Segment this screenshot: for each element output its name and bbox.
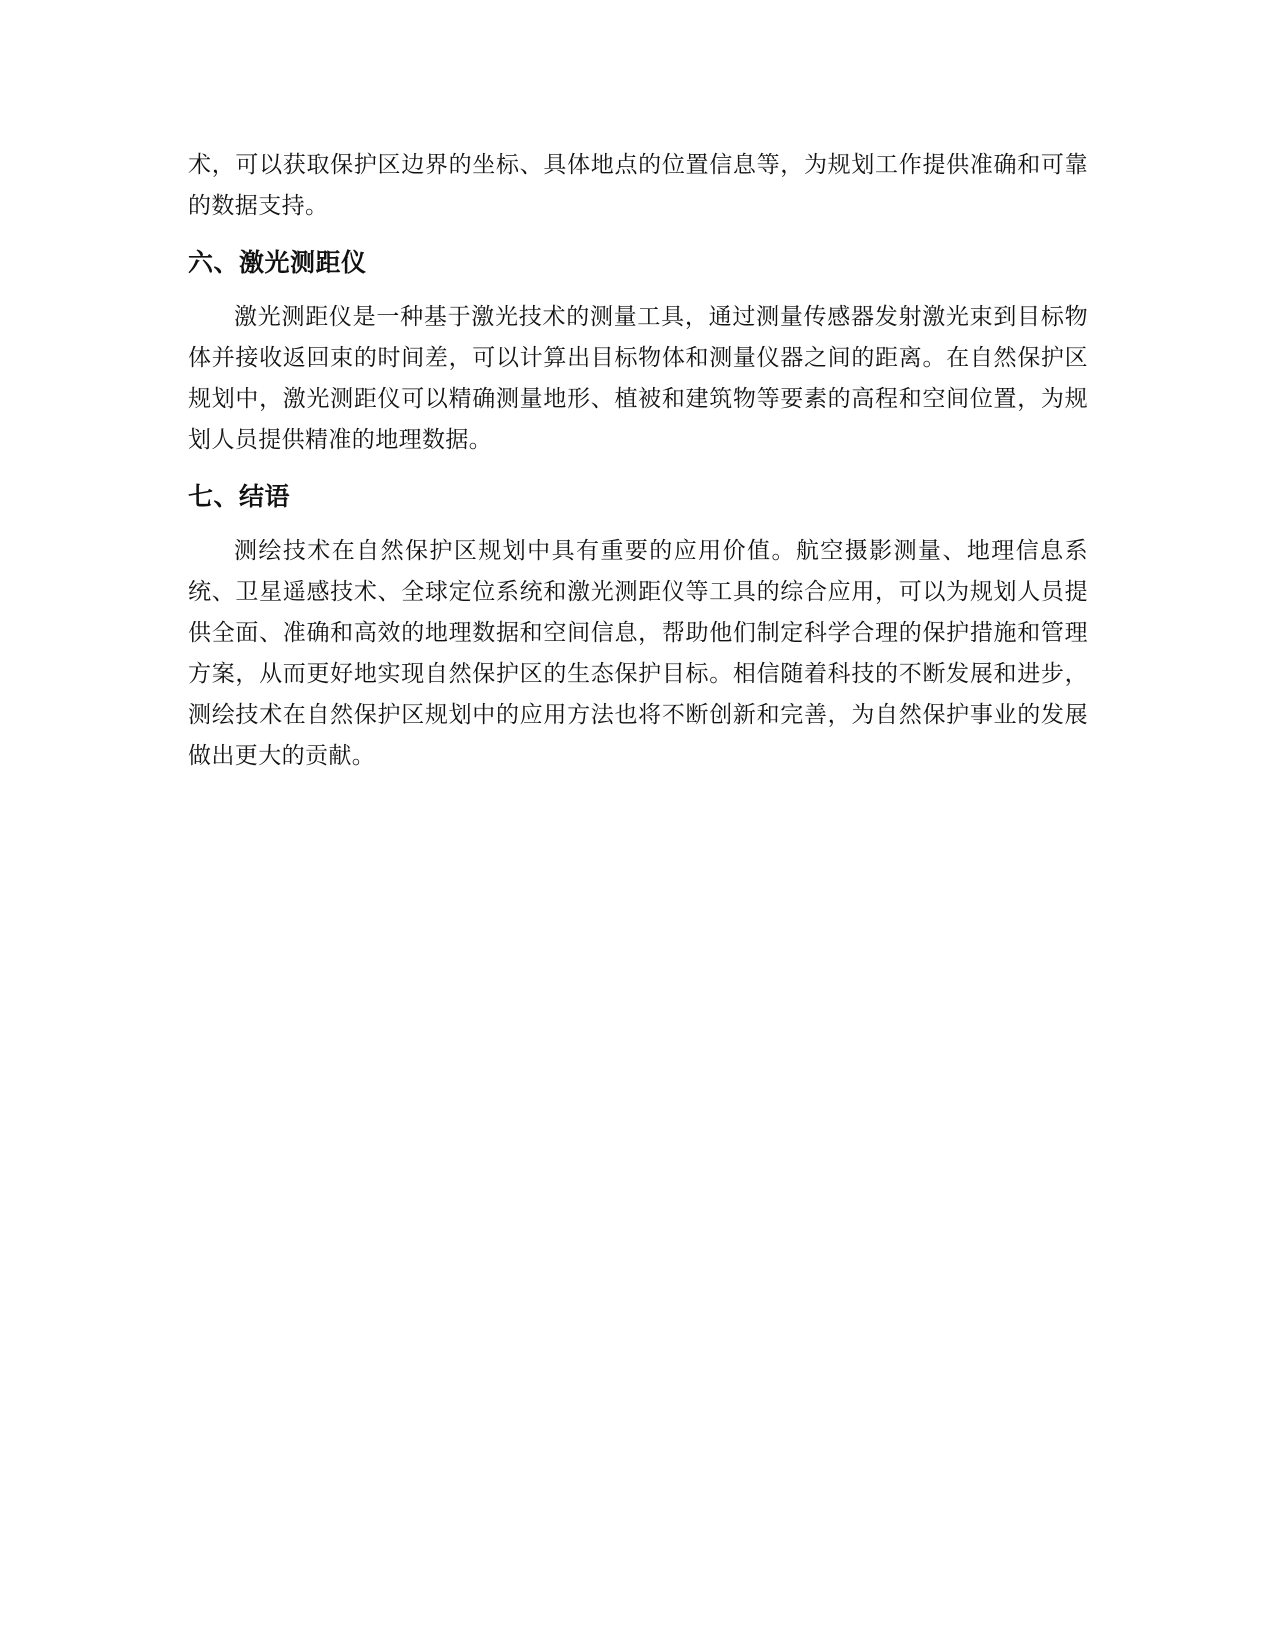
continuation-paragraph: 术，可以获取保护区边界的坐标、具体地点的位置信息等，为规划工作提供准确和可靠的数据支持。 <box>188 152 1088 219</box>
document-body <box>188 145 1088 777</box>
section-paragraph-conclusion: 测绘技术在自然保护区规划中具有重要的应用价值。航空摄影测量、地理信息系统、卫星遥感技术、全球定位系统和激光测距仪等工具的综合应用，可以为规划人员提供全面、准确和高效的地理数据和空间信息，帮助他们制定科学合理的保护措施和管理方案，从而更好地实现自然保护区的生态保护目标。相信随着科技的不断发展和进步，测绘技术在自然保护区规划中的应用方法也将不断创新和完善，为自然保护事业的发展做出更大的贡献。 <box>188 538 1088 769</box>
section-heading-laser-rangefinder: 六、激光测距仪 <box>188 248 367 277</box>
section-paragraph-laser-rangefinder: 激光测距仪是一种基于激光技术的测量工具，通过测量传感器发射激光束到目标物体并接收返回束的时间差，可以计算出目标物体和测量仪器之间的距离。在自然保护区规划中，激光测距仪可以精确测量地形、植被和建筑物等要素的高程和空间位置，为规划人员提供精准的地理数据。 <box>188 304 1088 453</box>
section-heading-conclusion: 七、结语 <box>188 482 291 511</box>
